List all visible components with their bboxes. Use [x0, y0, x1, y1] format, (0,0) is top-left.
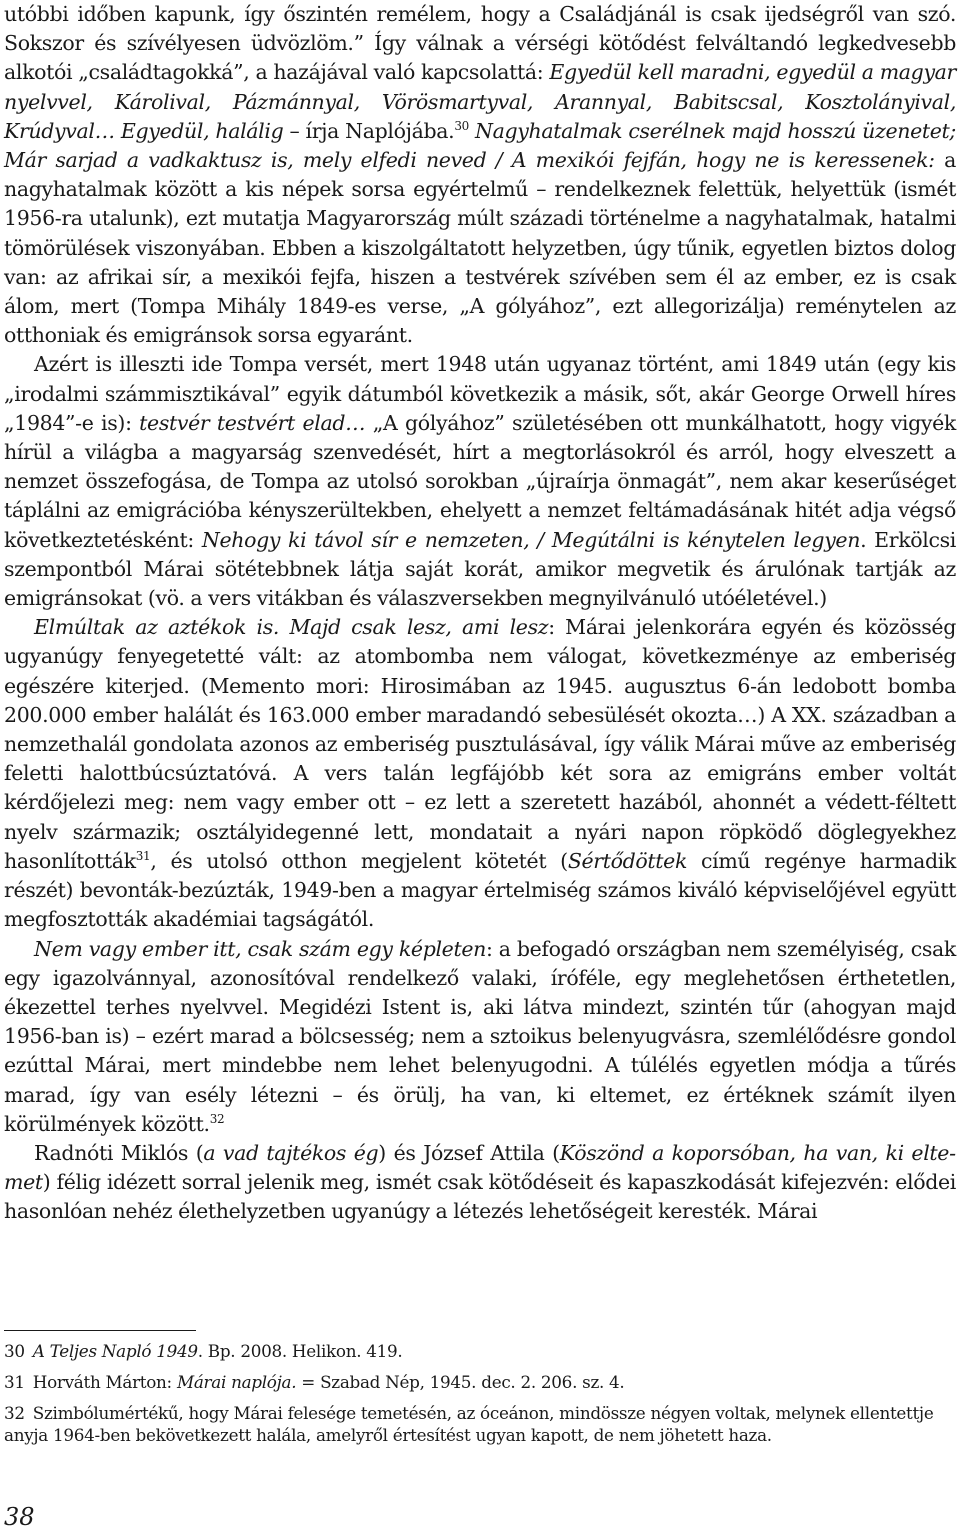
text-run: , és utolsó otthon megjelent kötetét ( [150, 848, 568, 873]
italic-text: testvér testvért elad… [139, 410, 366, 435]
text-run: = Szabad Nép, 1945. dec. 2. 206. sz. 4. [296, 1372, 625, 1392]
footnote [4, 1340, 956, 1362]
footnotes [4, 1340, 956, 1455]
italic-text: Köszönd a koporsóban, ha van, ki eltemet [4, 1140, 957, 1195]
text-run: Horváth Márton: [32, 1372, 177, 1392]
paragraph [4, 613, 956, 934]
italic-text: Egyedül kell maradni, egyedül a magyar nyelvvel, Károlival, Pázmánnyal, Vörösmartyval, Arannyal, Babitscsal, Kosztolányival, Krúdyval… Egyedül, halálig [4, 60, 956, 143]
footnote-number: 32 [4, 1403, 25, 1423]
footnote-reference: 32 [209, 1111, 225, 1126]
footnote [4, 1402, 956, 1446]
italic-text: Nem vagy ember itt, csak szám egy képleten [34, 936, 486, 961]
text-run: : a befogadó országban nem személyiség, csak egy igazolvánnyal, azonosítóval rendelkező valaki, íróféle, egy meglehetősen érthetetlen, ékezettel terhes nyelvvel. Megidézi Istent is, aki látva mindezt, szintén tűr (ahogyan majd 1956-ban is) – ezért marad a bölcsesség; nem a sztoikus belenyugvásra, szemlélődésre gondol ezúttal Márai, mert mindebbe nem lehet belenyugodni. A túlélés egyetlen módja a tűrés marad, így van esély létezni – és örülj, ha van, ki eltemet, ez értéknek számít ilyen körülmények között. [4, 936, 956, 1136]
text-run: . Bp. 2008. Helikon. 419. [197, 1341, 403, 1361]
text-run: ) és József Attila ( [378, 1140, 560, 1165]
body-text [4, 0, 956, 1227]
text-run: : Márai jelenkorára egyén és közösség ugyanúgy fenyegetetté vált: az atombomba nem válogat, következménye az emberiség egészére kiterjed. (Memento mori: Hirosimában az 1945. augusztus 6-án ledobott bomba 200.000 ember halálát és 163.000 ember maradandó sebesülését okozta…) A XX. században a nemzethalál gondolata azonos az emberiség pusztulásával, így válik Márai műve az emberiség feletti halottbúcsúztatóvá. A vers talán legfájóbb két sora az emigráns ember voltát kérdőjelezi meg: nem vagy ember ott – ez lett a szeretett hazából, ahonnét a védett-féltett nyelv származik; osztályidegenné lett, mondatait a nyári napon röpködő döglegyekhez hasonlították [4, 615, 956, 873]
footnote-reference: 31 [135, 848, 151, 863]
footnote-rule [4, 1330, 196, 1331]
italic-text: Sértődöttek [567, 848, 688, 873]
paragraph [4, 1139, 956, 1227]
footnote [4, 1371, 956, 1393]
text-run: ) félig idézett sorral jelenik meg, ismét csak kötődéseit és kapaszkodását kifejezvén: elődei hasonlóan nehéz élethelyzetben ugyanúgy a létezés lehetőségeit keresték. Márai [4, 1170, 956, 1224]
text-run: Szimbólumértékű, hogy Márai felesége temetésén, az óceánon, mindössze négyen voltak, melynek ellentettje anyja 1964-ben bekövetkezett halála, amelyről értesítést ugyan kapott, de nem jöhetett haza. [4, 1403, 934, 1445]
italic-text: A Teljes Napló 1949 [32, 1341, 198, 1361]
italic-text: Elmúltak az aztékok is. Majd csak lesz, ami lesz [34, 615, 549, 640]
footnote-number: 31 [4, 1372, 25, 1392]
text-run: Azért is illeszti ide Tompa versét, mert 1948 után ugyanaz történt, ami 1849 után (egy kis „irodalmi számmisztikával” egyik dátumból következik a másik, sőt, akár George Orwell híres „1984”-e is): [4, 352, 956, 435]
italic-text: a vad tajtékos ég [203, 1140, 379, 1165]
paragraph [4, 350, 956, 613]
italic-text: Nehogy ki távol sír e nemzeten, / Megútálni is kénytelen legyen [201, 527, 861, 552]
text-run: Radnóti Miklós ( [34, 1140, 204, 1165]
text-run: című regénye harmadik részét) bevonták-bezúzták, 1949-ben a magyar értelmiség számos kiváló képviselőjével együtt megfosztották akadémiai tagságától. [4, 848, 956, 932]
page [4, 0, 957, 1445]
italic-text: Márai naplója. [176, 1372, 297, 1392]
text-run: utóbbi időben kapunk, így őszintén remélem, hogy a Családjánál is csak ijedségről van szó. Sokszor és szívélyesen üdvözlöm.” Így válnak a vérségi kötődést felváltandó legkedvesebb alkotói „családtagokká”, a hazájával való kapcsolattá: [4, 2, 956, 85]
text-run: „A gólyához” születésében ott munkálhatott, hogy vigyék hírül a világba a magyarság szenvedését, hírt a megtorlásokról és arról, hogy elveszett a nemzet összefogása, de Tompa az utolsó sorokban „újraírja önmagát”, nem akar keserűséget táplálni az emigrációba kényszerültekben, ehelyett a nemzet feltámadásának hitét adja végső következtetésként: [4, 410, 956, 552]
paragraph [4, 935, 956, 1139]
text-run: – írja Naplójába. [283, 118, 455, 143]
text-run: . Erkölcsi szempontból Márai sötétebbnek látja saját korát, amikor megvetik és árulónak tartják az emigránsokat (vö. a vers vitákban és válaszversekben megnyilvánuló utóéletével.) [4, 527, 956, 611]
italic-text: Nagyhatalmak cserélnek majd hosszú üzenetet; Már sarjad a vadkaktusz is, mely elfedi neved / A mexikói fejfán, hogy ne is keressenek: [4, 118, 956, 173]
text-run: a nagyhatalmak között a kis népek sorsa egyértelmű – rendelkeznek felettük, helyettük (ismét 1956-ra utalunk), ezt mutatja Magyarország múlt századi történelme a nagyhatalmak, hatalmi tömörülések viszonyában. Ebben a kiszolgáltatott helyzetben, úgy tűnik, egyetlen biztos dolog van: az afrikai sír, a mexikói fejfa, hiszen a testvérek szívében sem él az ember, ez is csak álom, mert (Tompa Mihály 1849-es verse, „A gólyához”, ezt allegorizálja) reménytelen az otthoniak és emigránsok sorsa egyaránt. [4, 148, 956, 348]
footnote-reference: 30 [454, 118, 469, 133]
page-number: 38 [4, 1503, 35, 1531]
paragraph [4, 0, 956, 350]
footnote-number: 30 [4, 1341, 25, 1361]
